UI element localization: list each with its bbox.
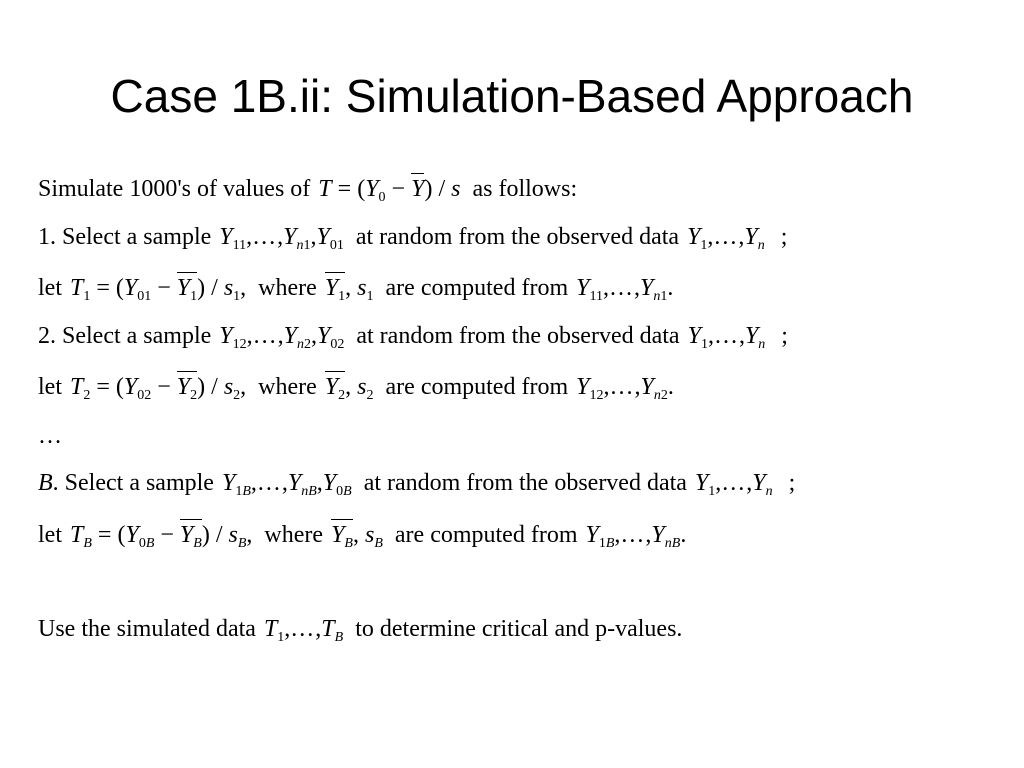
t2-formula: $T_2 = (Y_{02} - Y_2) / s_2$, — [70, 371, 246, 402]
observed-data-formula: $Y_1,\dots,Y_n$ — [687, 224, 765, 253]
computed-from-text: are computed from — [385, 374, 569, 400]
ellipsis: … — [38, 423, 62, 449]
stepB-select-line — [38, 468, 795, 498]
ellipsis-line — [38, 421, 62, 451]
observed-data-formula: $Y_1,\dots,Y_n$ — [687, 323, 766, 352]
intro-trailing-text: as follows: — [472, 176, 578, 202]
stepB-semicolon: ; — [788, 470, 796, 496]
conclusion-text: Use the simulated data — [38, 616, 256, 642]
step1-stats-formula: $Y_1$, $s_1$ — [325, 272, 374, 303]
stepB-source-sample-formula: $Y_{1B},\dots,Y_{nB}$. — [585, 522, 687, 551]
step1-let-line — [38, 272, 679, 303]
step2-semicolon: ; — [781, 323, 788, 349]
simulated-data-formula: $T_1,\dots,T_B$ — [263, 616, 344, 645]
let-word: let — [38, 522, 62, 548]
stepB-let-line — [38, 519, 692, 550]
step2-source-sample-formula: $Y_{12},\dots,Y_{n2}$. — [576, 374, 674, 403]
computed-from-text: are computed from — [394, 522, 578, 548]
let-word: let — [38, 374, 62, 400]
step1-sample-formula: $Y_{11},\dots,Y_{n1},Y_{01}$ — [219, 224, 344, 253]
step2-label: 2. Select a sample — [38, 323, 212, 349]
conclusion-trailing-text: to determine critical and p-values. — [355, 616, 683, 642]
where-word: where — [258, 374, 317, 400]
intro-text: Simulate 1000's of values of — [38, 176, 311, 202]
slide-title: Case 1B.ii: Simulation-Based Approach — [110, 70, 914, 122]
tB-formula: $T_B = (Y_{0B} - Y_B) / s_B$, — [70, 519, 252, 550]
conclusion-line — [38, 614, 682, 644]
step1-source-sample-formula: $Y_{11},\dots,Y_{n1}$. — [576, 275, 674, 304]
observed-data-formula: $Y_1,\dots,Y_n$ — [694, 470, 773, 499]
where-word: where — [264, 522, 324, 548]
step1-semicolon: ; — [780, 224, 788, 250]
step2-sample-formula: $Y_{12},\dots,Y_{n2},Y_{02}$ — [219, 323, 345, 352]
where-word: where — [258, 275, 317, 301]
intro-line — [38, 173, 577, 204]
step2-select-line — [38, 321, 788, 351]
t1-formula: $T_1 = (Y_{01} - Y_1) / s_1$, — [70, 272, 246, 303]
statistic-formula: $T = (Y_0 - Y) / s$ — [318, 173, 460, 204]
step2-middle-text: at random from the observed data — [356, 323, 680, 349]
step2-stats-formula: $Y_2$, $s_2$ — [325, 371, 374, 402]
stepB-middle-text: at random from the observed data — [363, 470, 687, 496]
computed-from-text: are computed from — [385, 275, 569, 301]
stepB-sample-formula: $Y_{1B},\dots,Y_{nB},Y_{0B}$ — [221, 470, 352, 499]
step1-select-line — [38, 222, 787, 252]
let-word: let — [38, 275, 62, 301]
step1-middle-text: at random from the observed data — [355, 224, 680, 250]
stepB-stats-formula: $Y_B$, $s_B$ — [331, 519, 383, 550]
stepB-index: B — [38, 470, 53, 496]
stepB-label: . Select a sample — [52, 470, 214, 496]
step1-label: 1. Select a sample — [38, 224, 212, 250]
step2-let-line — [38, 371, 680, 402]
